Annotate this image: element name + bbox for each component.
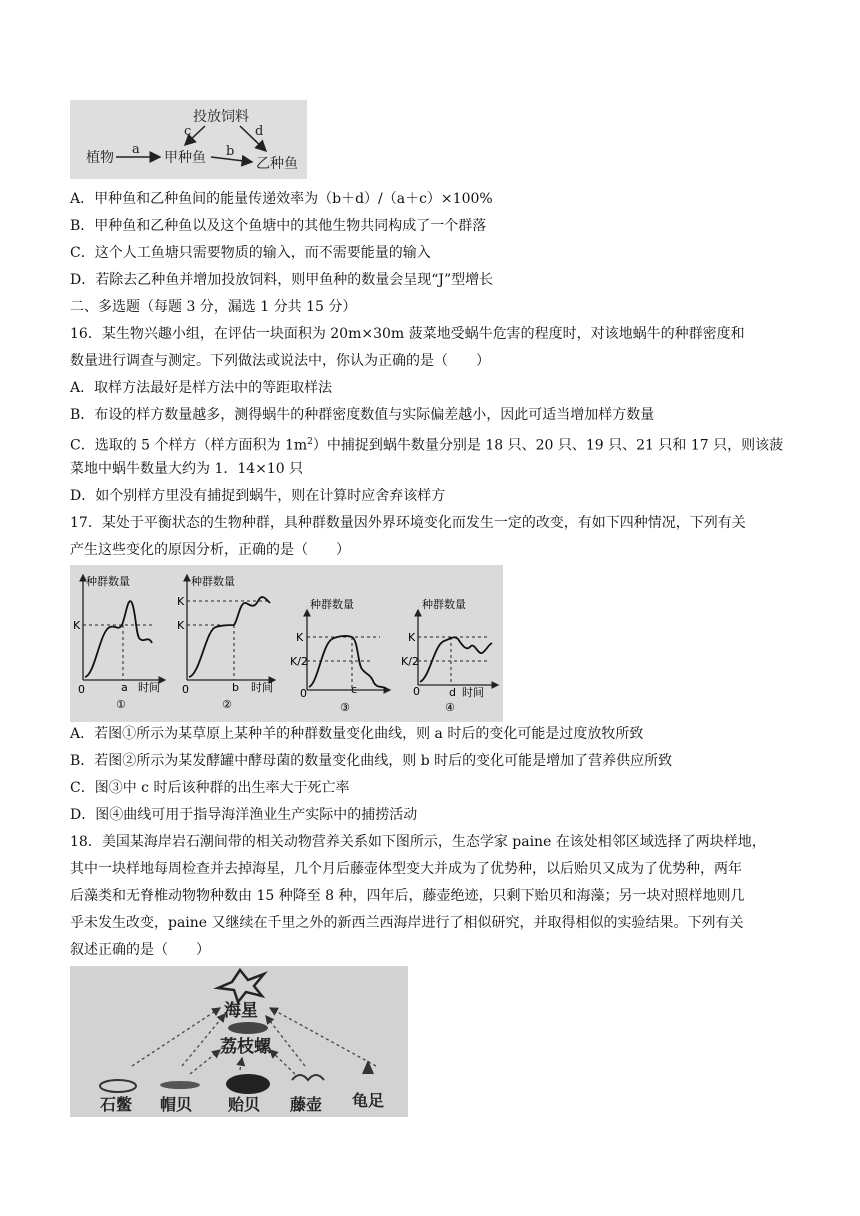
g4-origin: 0 <box>413 685 420 698</box>
g1-ylabel: 种群数量 <box>86 575 130 588</box>
g4-mark: d <box>449 686 456 699</box>
g1-mark: a <box>121 681 128 694</box>
g2-xlabel: 时间 <box>251 681 273 694</box>
graph-1 <box>73 574 165 711</box>
starfish-label: 海星 <box>224 1001 258 1021</box>
g1-num: ① <box>116 698 126 711</box>
q16-option-c-line2: 菜地中蜗牛数量大约为 1．14×10 只 <box>70 461 304 477</box>
q15-option-b: B．甲种鱼和乙种鱼以及这个鱼塘中的其他生物共同构成了一个群落 <box>70 218 487 234</box>
q17-stem-1: 17．某处于平衡状态的生物种群，具种群数量因外界环境变化而发生一定的改变，有如下四种情况，下列有关 <box>70 515 746 531</box>
q17-stem-2: 产生这些变化的原因分析，正确的是（ ） <box>70 542 350 558</box>
g2-mark: b <box>232 681 239 694</box>
q16-option-c-line1: C．选取的 5 个样方（样方面积为 $1m^2$）中捕捉到蜗牛数量分别是 18 只、20 只、19 只、21 只和 17 只，则该菠 <box>70 437 784 454</box>
q18-line-5: 叙述正确的是（ ） <box>70 942 210 958</box>
label-c: c <box>184 124 192 139</box>
label-d: d <box>255 124 264 139</box>
g3-ylabel: 种群数量 <box>310 598 354 611</box>
mussel-icon <box>226 1074 270 1094</box>
whelk-label: 荔枝螺 <box>220 1037 271 1057</box>
barnacle-label: 藤壶 <box>290 1095 323 1114</box>
label-b: b <box>226 144 235 159</box>
graph-2 <box>177 574 275 711</box>
g3-k: K <box>296 631 304 644</box>
fish-b-label: 乙种鱼 <box>256 156 298 172</box>
feed-label: 投放饲料 <box>193 109 249 125</box>
graph-4 <box>401 597 498 714</box>
g4-ylabel: 种群数量 <box>422 598 466 611</box>
q17-option-a: A．若图①所示为某草原上某种羊的种群数量变化曲线，则 a 时后的变化可能是过度放牧所致 <box>70 726 644 742</box>
g3-k-half: K/2 <box>290 655 308 668</box>
g4-xlabel: 时间 <box>462 686 484 699</box>
g2-num: ② <box>222 698 232 711</box>
chiton-icon <box>100 1080 136 1092</box>
chiton-label: 石鳖 <box>100 1095 133 1114</box>
graph-3 <box>290 597 390 714</box>
fish-a-label: 甲种鱼 <box>164 150 206 166</box>
q16-option-b: B．布设的样方数量越多，测得蜗牛的种群密度数值与实际偏差越小，因此可适当增加样方数量 <box>70 407 655 423</box>
population-curves-figure <box>70 565 503 722</box>
q18-line-4: 乎未发生改变，paine 又继续在千里之外的新西兰西海岸进行了相似研究，并取得相似的实验结果。下列有关 <box>70 915 744 931</box>
q16-option-d: D．如个别样方里没有捕捉到蜗牛，则在计算时应舍弃该样方 <box>70 488 446 504</box>
goose-barnacle-label: 龟足 <box>352 1091 385 1110</box>
g2-k: K <box>177 619 185 632</box>
g2-ylabel: 种群数量 <box>191 575 235 588</box>
goose-barnacle-icon <box>362 1060 374 1074</box>
g4-k: K <box>408 631 416 644</box>
section-heading: 二、多选题（每题 3 分，漏选 1 分共 15 分） <box>70 299 357 315</box>
q16-stem-2: 数量进行调查与测定。下列做法或说法中，你认为正确的是（ ） <box>70 353 490 369</box>
g3-num: ③ <box>340 701 350 714</box>
q18-line-1: 18．美国某海岸岩石潮间带的相关动物营养关系如下图所示，生态学家 paine 在该处相邻区域选择了两块样地， <box>70 834 766 850</box>
q17-option-d: D．图④曲线可用于指导海洋渔业生产实际中的捕捞活动 <box>70 807 418 823</box>
q15-option-d: D．若除去乙种鱼并增加投放饲料，则甲鱼种的数量会呈现“J”型增长 <box>70 272 494 288</box>
g2-origin: 0 <box>182 683 189 696</box>
limpet-label: 帽贝 <box>160 1095 193 1114</box>
q17-option-c: C．图③中 c 时后该种群的出生率大于死亡率 <box>70 780 350 796</box>
q18-line-2: 其中一块样地每周检查并去掉海星，几个月后藤壶体型变大并成为了优势种，以后贻贝又成为了优势种，两年 <box>70 861 742 877</box>
q17-option-b: B．若图②所示为某发酵罐中酵母菌的数量变化曲线，则 b 时后的变化可能是增加了营养供应所致 <box>70 753 673 769</box>
barnacle-icon <box>292 1075 324 1080</box>
g3-mark: c <box>351 683 358 696</box>
g3-origin: 0 <box>300 687 307 700</box>
intertidal-food-web <box>70 966 408 1117</box>
g4-k-half: K/2 <box>401 655 419 668</box>
whelk-icon <box>228 1022 268 1034</box>
g1-origin: 0 <box>78 683 85 696</box>
g1-k: K <box>73 619 81 632</box>
q15-option-a: A．甲种鱼和乙种鱼间的能量传递效率为（b＋d）/（a＋c）×100% <box>70 191 493 207</box>
starfish-icon <box>218 970 264 1002</box>
q16-stem-1: 16．某生物兴趣小组，在评估一块面积为 20m×30m 菠菜地受蜗牛危害的程度时，对该地蜗牛的种群密度和 <box>70 326 745 342</box>
label-a: a <box>132 142 140 157</box>
limpet-icon <box>160 1081 200 1089</box>
fish-pond-diagram <box>70 100 307 179</box>
g2-k-top: K <box>177 595 185 608</box>
q16-option-a: A．取样方法最好是样方法中的等距取样法 <box>70 380 333 396</box>
q18-line-3: 后藻类和无脊椎动物物种数由 15 种降至 8 种，四年后，藤壶绝迹，只剩下贻贝和海藻；另一块对照样地则几 <box>70 888 745 904</box>
q15-option-c: C．这个人工鱼塘只需要物质的输入，而不需要能量的输入 <box>70 245 431 261</box>
g4-num: ④ <box>445 701 455 714</box>
plant-label: 植物 <box>86 150 114 166</box>
g1-xlabel: 时间 <box>138 681 160 694</box>
mussel-label: 贻贝 <box>228 1095 261 1114</box>
